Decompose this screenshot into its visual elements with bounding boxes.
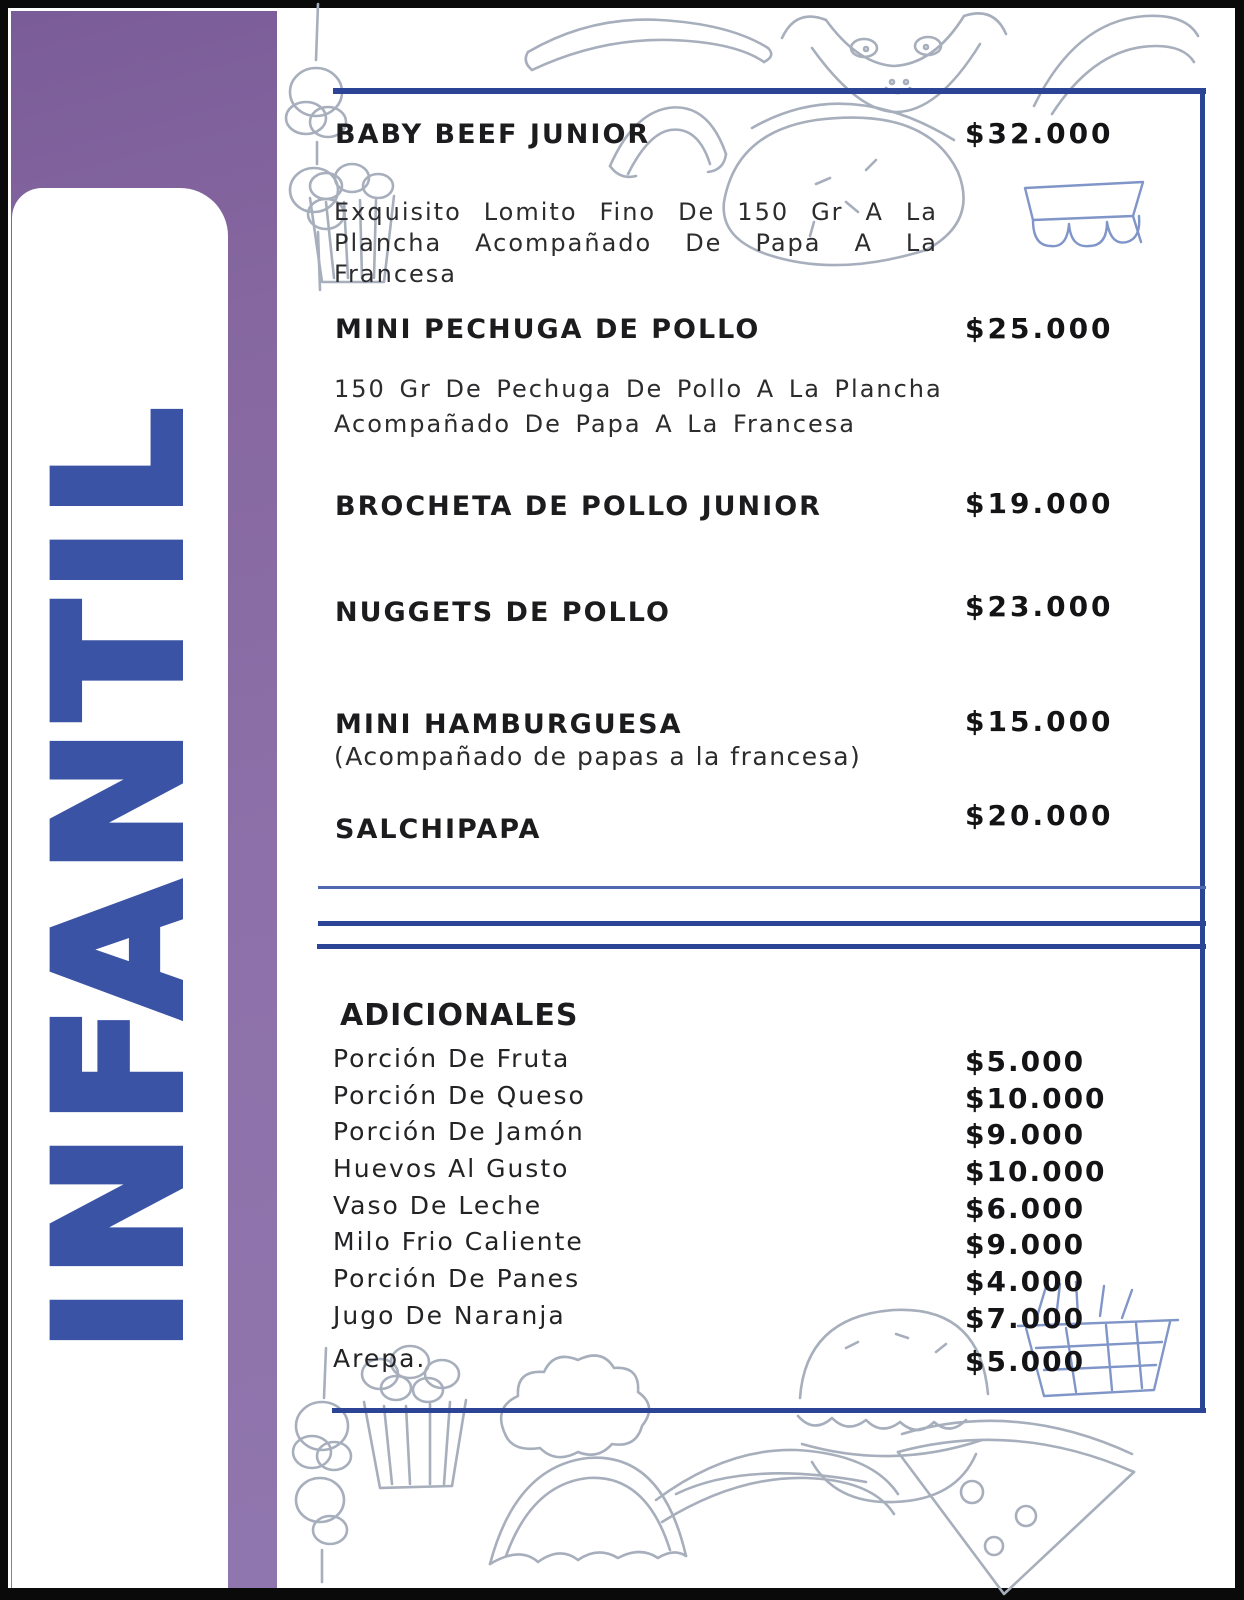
- adicionales-list: [333, 1044, 1213, 1380]
- adicionales-heading: ADICIONALES: [340, 998, 579, 1033]
- page-background: [8, 8, 1235, 1588]
- description-line: Plancha Acompañado De Papa A La: [334, 229, 938, 257]
- item-price: $5.000: [965, 1344, 1086, 1378]
- frame-bottom-line: [332, 1408, 1206, 1413]
- menu-item-name: BROCHETA DE POLLO JUNIOR: [335, 491, 822, 522]
- item-price: $5.000: [965, 1045, 1086, 1078]
- menu-item-description: [334, 742, 861, 771]
- list-item: [333, 1264, 1213, 1301]
- menu-item-price: $19.000: [965, 487, 1114, 520]
- item-name: Porción De Fruta: [333, 1044, 571, 1073]
- menu-item-name: NUGGETS DE POLLO: [335, 597, 671, 628]
- item-price: $10.000: [965, 1155, 1107, 1189]
- list-item: [333, 1301, 1213, 1338]
- menu-item-price: $23.000: [965, 590, 1114, 623]
- description-line: (Acompañado de papas a la francesa): [334, 742, 862, 771]
- frame-top-line: [333, 88, 1206, 94]
- item-name: Porción De Panes: [333, 1264, 581, 1294]
- swirl-icon: [1026, 2, 1204, 124]
- pizza-slice-icon: [876, 1396, 1158, 1600]
- list-item: [333, 1154, 1213, 1191]
- menu-item-description: [334, 197, 938, 290]
- menu-item-description: [334, 372, 974, 442]
- list-item: [333, 1081, 1213, 1118]
- item-name: Jugo De Naranja: [333, 1300, 566, 1330]
- menu-item-name: SALCHIPAPA: [335, 814, 542, 845]
- menu-item-price: $15.000: [965, 705, 1114, 738]
- item-name: Milo Frio Caliente: [333, 1227, 584, 1257]
- item-price: $10.000: [965, 1081, 1107, 1115]
- description-line: Exquisito Lomito Fino De 150 Gr A La: [334, 198, 938, 226]
- separator-rule-2: [317, 944, 1206, 949]
- item-price: $9.000: [965, 1228, 1086, 1262]
- item-price: $7.000: [965, 1301, 1086, 1335]
- list-item: [333, 1344, 1213, 1381]
- item-name: Huevos Al Gusto: [333, 1154, 570, 1184]
- item-name: Porción De Jamón: [333, 1117, 585, 1147]
- menu-bottom-rule: [318, 886, 1206, 889]
- list-item: [333, 1044, 1213, 1081]
- list-item: [333, 1227, 1213, 1264]
- section-title-vertical: INFANTIL: [19, 398, 220, 1352]
- item-price: $9.000: [965, 1118, 1086, 1152]
- list-item: [333, 1117, 1213, 1154]
- menu-item-name: MINI PECHUGA DE POLLO: [335, 314, 761, 345]
- item-name: Vaso De Leche: [333, 1190, 543, 1220]
- description-line: Acompañado De Papa A La Francesa: [334, 410, 856, 438]
- list-item: [333, 1191, 1213, 1228]
- menu-item-name: MINI HAMBURGUESA: [335, 709, 683, 740]
- description-line: Francesa: [334, 260, 458, 288]
- menu-item-name: BABY BEEF JUNIOR: [335, 119, 651, 150]
- menu-item-price: $20.000: [965, 799, 1114, 832]
- item-name: Porción De Queso: [333, 1080, 586, 1110]
- egg-carton-icon: [1011, 176, 1155, 274]
- item-price: $4.000: [965, 1265, 1086, 1299]
- separator-rule-1: [318, 921, 1206, 926]
- description-line: 150 Gr De Pechuga De Pollo A La Plancha: [334, 375, 943, 403]
- item-price: $6.000: [965, 1191, 1086, 1225]
- menu-item-price: $25.000: [965, 312, 1114, 345]
- item-name: Arepa.: [333, 1343, 427, 1373]
- menu-item-price: $32.000: [965, 117, 1114, 150]
- bull-face-icon: [768, 4, 1020, 128]
